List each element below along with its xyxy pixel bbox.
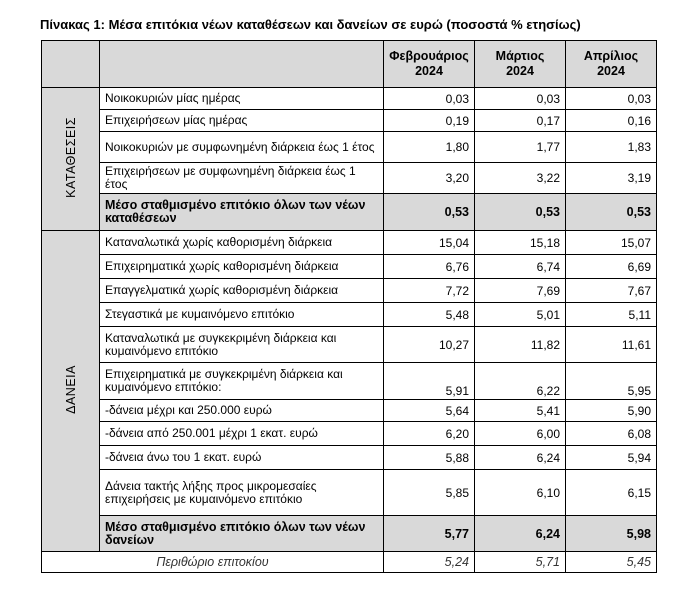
row-value: 5,71 xyxy=(475,552,566,573)
header-col-april: Απρίλιος 2024 xyxy=(566,41,657,88)
category-deposits: ΚΑΤΑΘΕΣΕΙΣ xyxy=(42,88,100,231)
row-value: 15,18 xyxy=(475,231,566,255)
row-value: 5,85 xyxy=(384,470,475,516)
row-value: 5,88 xyxy=(384,446,475,470)
table-row xyxy=(42,303,657,327)
row-value: 15,04 xyxy=(384,231,475,255)
row-value: 6,74 xyxy=(475,255,566,279)
row-label: Στεγαστικά με κυμαινόμενο επιτόκιο xyxy=(100,303,384,327)
row-value: 0,53 xyxy=(384,194,475,231)
row-value: 6,20 xyxy=(384,422,475,446)
row-value: 6,24 xyxy=(475,446,566,470)
row-value: 5,90 xyxy=(566,400,657,422)
row-label: Νοικοκυριών με συμφωνημένη διάρκεια έως 1 έτος xyxy=(100,132,384,163)
row-label: -δάνεια από 250.001 μέχρι 1 εκατ. ευρώ xyxy=(100,422,384,446)
row-value: 0,03 xyxy=(566,88,657,110)
row-label: Μέσο σταθμισμένο επιτόκιο όλων των νέων δανείων xyxy=(100,516,384,552)
row-value: 5,11 xyxy=(566,303,657,327)
row-value: 6,69 xyxy=(566,255,657,279)
category-loans: ΔΑΝΕΙΑ xyxy=(42,231,100,552)
row-value: 0,53 xyxy=(566,194,657,231)
table-row xyxy=(42,279,657,303)
row-value: 1,80 xyxy=(384,132,475,163)
row-label: Επιχειρηματικά χωρίς καθορισμένη διάρκεια xyxy=(100,255,384,279)
table-row xyxy=(42,132,657,163)
table-row xyxy=(42,88,657,110)
interest-rates-table xyxy=(41,40,657,573)
table-row xyxy=(42,231,657,255)
row-value: 0,03 xyxy=(384,88,475,110)
row-label: Καταναλωτικά με συγκεκριμένη διάρκεια και κυμαινόμενο επιτόκιο xyxy=(100,327,384,363)
row-label: -δάνεια μέχρι και 250.000 ευρώ xyxy=(100,400,384,422)
table-row xyxy=(42,110,657,132)
row-label: Επιχειρηματικά με συγκεκριμένη διάρκεια και κυμαινόμενο επιτόκιο: xyxy=(100,363,384,400)
row-label: Επιχειρήσεων με συμφωνημένη διάρκεια έως 1 έτος xyxy=(100,163,384,194)
table-row xyxy=(42,446,657,470)
table-row xyxy=(42,255,657,279)
row-value: 3,22 xyxy=(475,163,566,194)
row-value: 5,01 xyxy=(475,303,566,327)
row-value: 15,07 xyxy=(566,231,657,255)
row-value: 1,83 xyxy=(566,132,657,163)
row-label: Νοικοκυριών μίας ημέρας xyxy=(100,88,384,110)
deposits-average-row xyxy=(42,194,657,231)
table-row xyxy=(42,422,657,446)
row-value: 0,16 xyxy=(566,110,657,132)
row-value: 5,95 xyxy=(566,363,657,400)
row-value: 7,69 xyxy=(475,279,566,303)
table-caption: Πίνακας 1: Μέσα επιτόκια νέων καταθέσεων και δανείων σε ευρώ (ποσοστά % ετησίως) xyxy=(40,17,581,32)
row-value: 5,91 xyxy=(384,363,475,400)
row-label: Επιχειρήσεων μίας ημέρας xyxy=(100,110,384,132)
row-label: -δάνεια άνω του 1 εκατ. ευρώ xyxy=(100,446,384,470)
row-value: 0,19 xyxy=(384,110,475,132)
row-value: 5,94 xyxy=(566,446,657,470)
row-value: 5,24 xyxy=(384,552,475,573)
header-col-february: Φεβρουάριος 2024 xyxy=(384,41,475,88)
row-label: Περιθώριο επιτοκίου xyxy=(42,552,384,573)
table-row xyxy=(42,163,657,194)
row-value: 10,27 xyxy=(384,327,475,363)
row-value: 0,03 xyxy=(475,88,566,110)
row-value: 7,72 xyxy=(384,279,475,303)
row-value: 5,98 xyxy=(566,516,657,552)
row-value: 7,67 xyxy=(566,279,657,303)
row-label: Δάνεια τακτής λήξης προς μικρομεσαίες επιχειρήσεις με κυμαινόμενο επιτόκιο xyxy=(100,470,384,516)
row-value: 6,24 xyxy=(475,516,566,552)
row-value: 5,48 xyxy=(384,303,475,327)
table-row xyxy=(42,363,657,400)
row-value: 11,61 xyxy=(566,327,657,363)
row-value: 5,64 xyxy=(384,400,475,422)
row-value: 0,53 xyxy=(475,194,566,231)
row-value: 1,77 xyxy=(475,132,566,163)
row-label: Επαγγελματικά χωρίς καθορισμένη διάρκεια xyxy=(100,279,384,303)
row-value: 5,41 xyxy=(475,400,566,422)
row-value: 11,82 xyxy=(475,327,566,363)
loans-average-row xyxy=(42,516,657,552)
header-row xyxy=(42,41,657,88)
row-value: 5,77 xyxy=(384,516,475,552)
margin-row xyxy=(42,552,657,573)
row-value: 6,76 xyxy=(384,255,475,279)
row-value: 6,10 xyxy=(475,470,566,516)
row-label: Καταναλωτικά χωρίς καθορισμένη διάρκεια xyxy=(100,231,384,255)
row-value: 6,15 xyxy=(566,470,657,516)
table-row xyxy=(42,470,657,516)
row-value: 0,17 xyxy=(475,110,566,132)
row-value: 6,08 xyxy=(566,422,657,446)
row-value: 5,45 xyxy=(566,552,657,573)
table-row xyxy=(42,400,657,422)
row-value: 6,22 xyxy=(475,363,566,400)
row-value: 3,19 xyxy=(566,163,657,194)
table-row xyxy=(42,327,657,363)
row-label: Μέσο σταθμισμένο επιτόκιο όλων των νέων καταθέσεων xyxy=(100,194,384,231)
header-col-march: Μάρτιος 2024 xyxy=(475,41,566,88)
header-blank-cell xyxy=(42,41,100,88)
row-value: 3,20 xyxy=(384,163,475,194)
row-value: 6,00 xyxy=(475,422,566,446)
header-label-cell xyxy=(100,41,384,88)
